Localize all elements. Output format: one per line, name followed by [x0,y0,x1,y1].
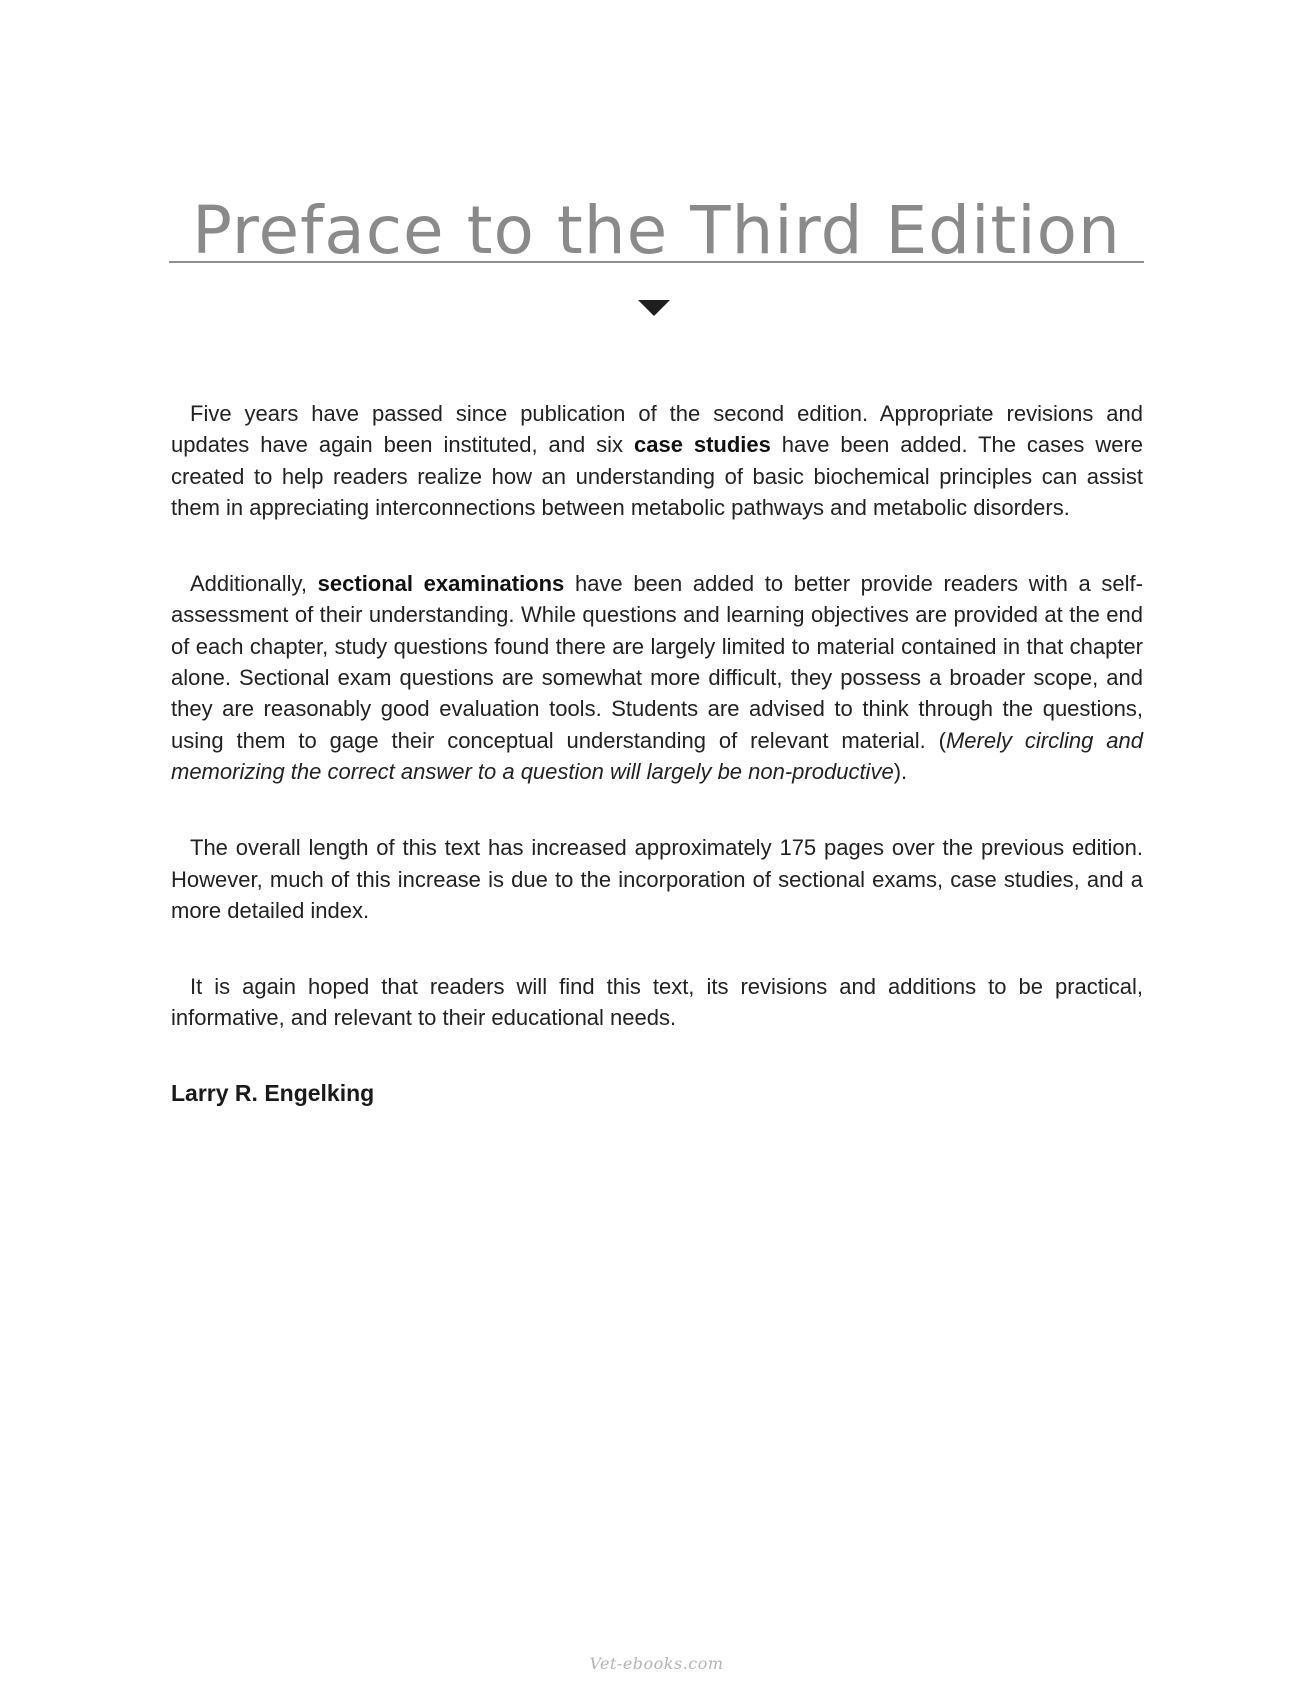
paragraph-2 [171,568,1143,787]
paragraph-1-text-a: Five years have passed since publication of the second edition. Appropriate revisions and updates have again been instituted, and six [171,401,1143,458]
paragraph-3 [171,832,1143,926]
sectional-examinations-emphasis: sectional examinations [317,571,565,597]
down-triangle-icon [638,300,670,316]
case-studies-emphasis: case studies [633,432,771,458]
title-underline [169,261,1144,263]
paragraph-1-text-b: have been added. The cases were created to help readers realize how an understanding of basic biochemical principles can assist them in appreciating interconnections between metabolic pathways and metabolic disorders. [171,432,1144,520]
paragraph-4 [171,971,1143,1034]
paragraph-4-text: It is again hoped that readers will find this text, its revisions and additions to be practical, informative, and relevant to their educational needs. [171,974,1143,1031]
paragraph-3-text: The overall length of this text has increased approximately 175 pages over the previous edition. However, much of this increase is due to the incorporation of sectional exams, case studies, and a more detailed index. [171,835,1143,923]
author-signature: Larry R. Engelking [171,1080,375,1106]
paragraph-2-text-a: Additionally, [190,571,318,597]
paragraph-1 [171,398,1143,523]
paragraph-2-italic-note: Merely circling and memorizing the correct answer to a question will largely be non-productive [171,727,1143,784]
paragraph-2-text-c: ). [893,758,908,784]
paragraph-2-text-b: have been added to better provide readers with a self-assessment of their understanding. While questions and learning objectives are provided at the end of each chapter, study questions found there are largely limited to material contained in that chapter alone. Sectional exam questions are somewhat more difficult, they possess a broader scope, and they are reasonably good evaluation tools. Students are advised to think through the questions, using them to gage their conceptual understanding of relevant material. ( [171,571,1143,753]
watermark-logo: Vet-ebooks.com [589,1654,724,1673]
preface-body [171,398,1143,1079]
page-title: Preface to the Third Edition [192,192,1121,269]
